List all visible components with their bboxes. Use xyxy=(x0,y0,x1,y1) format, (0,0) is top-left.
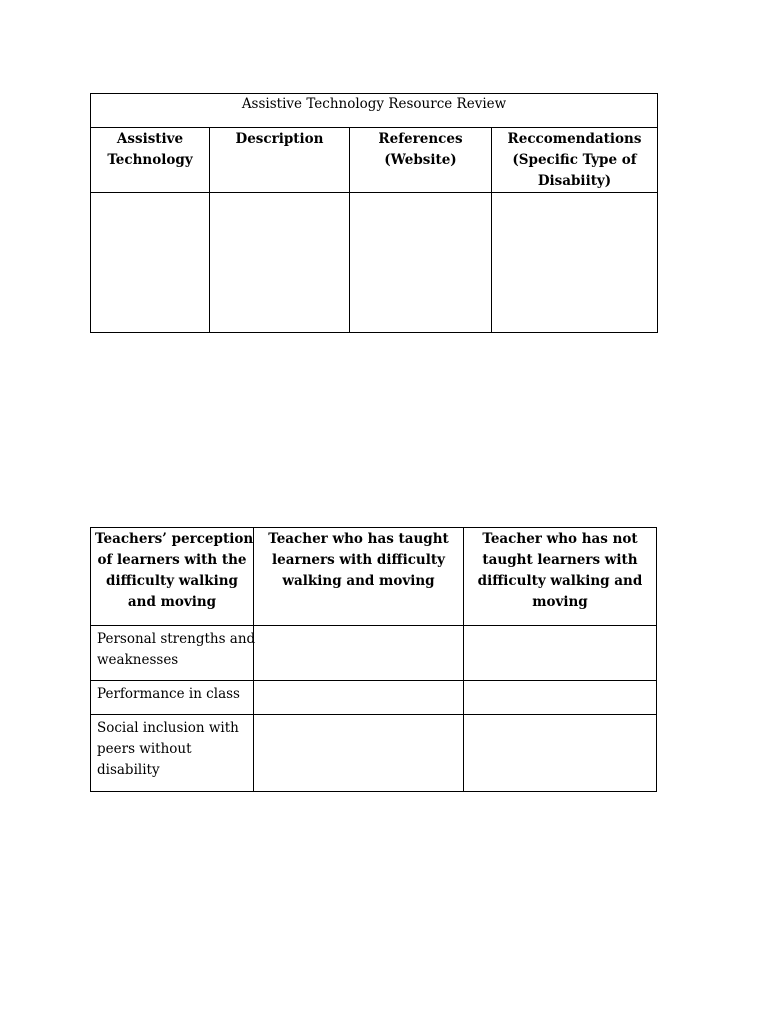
row-label-performance xyxy=(91,681,254,715)
resource-review-table xyxy=(90,93,658,333)
table-cell xyxy=(464,626,657,681)
table-cell xyxy=(350,193,492,333)
header-line: Assistive xyxy=(116,131,184,147)
header-line: difficulty walking and xyxy=(477,573,643,589)
header-line: Disabiity) xyxy=(537,173,612,189)
table-cell xyxy=(254,681,464,715)
header-line: (Specific Type of xyxy=(512,152,637,168)
header-line: moving xyxy=(532,594,588,610)
table-header-row xyxy=(91,528,657,626)
table-title: Assistive Technology Resource Review xyxy=(91,94,658,128)
table-cell xyxy=(254,626,464,681)
header-line: of learners with the xyxy=(97,552,247,568)
table-cell xyxy=(91,193,210,333)
header-line: References xyxy=(378,131,463,147)
header-teacher-has-not-taught xyxy=(464,528,657,626)
header-line: Teacher who has not xyxy=(482,531,638,547)
table-cell xyxy=(254,715,464,792)
row-label-line: Personal strengths and xyxy=(97,631,256,647)
header-references xyxy=(350,128,492,193)
header-description xyxy=(210,128,350,193)
row-label-line: weaknesses xyxy=(97,652,179,668)
header-assistive-technology xyxy=(91,128,210,193)
table-cell xyxy=(464,681,657,715)
header-teacher-has-taught xyxy=(254,528,464,626)
header-line: Technology xyxy=(107,152,193,168)
header-line: difficulty walking xyxy=(106,573,238,589)
header-line: Reccomendations xyxy=(507,131,642,147)
row-label-personal-strengths xyxy=(91,626,254,681)
header-line: learners with difficulty xyxy=(272,552,445,568)
table-row xyxy=(91,715,657,792)
row-label-line: Performance in class xyxy=(97,686,240,702)
row-label-social-inclusion xyxy=(91,715,254,792)
row-label-line: disability xyxy=(97,762,160,778)
table-cell xyxy=(464,715,657,792)
row-label-line: Social inclusion with xyxy=(97,720,239,736)
header-line: and moving xyxy=(127,594,217,610)
table-row xyxy=(91,193,658,333)
row-label-line: peers without xyxy=(97,741,192,757)
header-line: walking and moving xyxy=(282,573,435,589)
table-row xyxy=(91,626,657,681)
header-line: (Website) xyxy=(384,152,457,168)
header-line: taught learners with xyxy=(482,552,638,568)
table-header-row xyxy=(91,128,658,193)
perception-table xyxy=(90,527,657,792)
header-line: Teachers’ perception xyxy=(95,531,254,547)
table-row xyxy=(91,681,657,715)
header-recommendations xyxy=(492,128,658,193)
header-teachers-perception xyxy=(91,528,254,626)
header-line: Description xyxy=(235,131,324,147)
header-line: Teacher who has taught xyxy=(268,531,449,547)
table-cell xyxy=(210,193,350,333)
table-cell xyxy=(492,193,658,333)
table-title-row xyxy=(91,94,658,128)
